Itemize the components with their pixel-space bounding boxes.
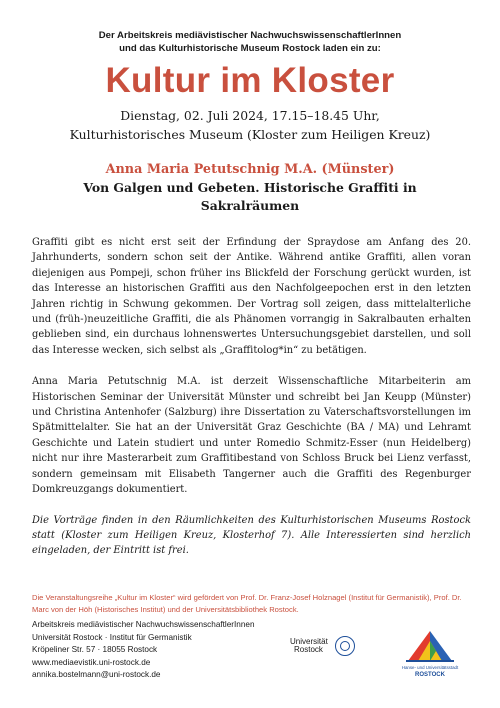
speaker-bio-paragraph: Anna Maria Petutschnig M.A. ist derzeit Wissenschaftliche Mitarbeiterin am Historischen Seminar der Universität Münster und schreibt bei Jan Keupp (Münster) und Christina Antenhofer (Salzburg) ihre Dissertation zu Vaterschaftsvorstellungen im Spätmittelalter. Sie hat an der Universität Graz Geschichte (BA / MA) und Lehramt Geschichte und Latein studiert und unter Romedio Schmitz-Esser (nun Heidelberg) nicht nur ihre Masterarbeit zum Graffitibestand von Schloss Bruck bei Lienz verfasst, sondern gemeinsam mit Elisabeth Tangerner auch die Graffiti des Regenburger Domkreuzgangs dokumentiert. <box>32 376 471 496</box>
university-rostock-logo <box>290 636 356 662</box>
event-venue: Kulturhistorisches Museum (Kloster zum Heiligen Kreuz) <box>69 127 431 142</box>
contact-footer <box>32 619 255 682</box>
sail-emblem-icon <box>400 627 460 665</box>
intro-line-2: und das Kulturhistorische Museum Rostock laden ein zu: <box>119 43 381 54</box>
footer-website[interactable]: www.mediaevistik.uni-rostock.de <box>32 657 151 667</box>
speaker-name: Anna Maria Petutschnig M.A. (Münster) <box>105 162 395 177</box>
intro-text <box>32 0 468 55</box>
university-seal-icon <box>335 636 355 656</box>
city-logo-tagline: Hanse- und Universitätsstadt <box>401 665 459 670</box>
uni-logo-line-1: Universität <box>290 637 328 646</box>
footer-email[interactable]: annika.bostelmann@uni-rostock.de <box>32 670 161 680</box>
footer-org: Arbeitskreis mediävistischer NachwuchswissenschaftlerInnen <box>32 620 255 629</box>
event-series-title: Kultur im Kloster <box>105 61 395 100</box>
footer-institute: Universität Rostock · Institut für Germanistik <box>32 632 192 642</box>
intro-line-1: Der Arbeitskreis mediävistischer NachwuchswissenschaftlerInnen <box>98 30 402 41</box>
event-date-venue <box>32 106 468 144</box>
uni-logo-line-2: Rostock <box>294 645 323 654</box>
footer-address: Kröpeliner Str. 57 · 18055 Rostock <box>32 645 158 655</box>
abstract-paragraph: Graffiti gibt es nicht erst seit der Erfindung der Spraydose am Anfang des 20. Jahrhunderts, sondern schon seit der Antike. Während antike Graffiti, allen voran diejenigen aus Pompeji, schon früher ins Blickfeld der Forschung gerückt wurden, ist das Interesse an historischen Graffiti aus den Nachfolgeepochen erst in den letzten Jahren richtig in Schwung gekommen. Der Vortrag soll zeigen, dass mittelalterliche und (früh-)neuzeitliche Graffiti, die als Phänomen vorrangig in Sakralbauten erhalten geblieben sind, ein durchaus lohnenswertes Untersuchungsgebiet darstellen, und soll das Interesse wecken, sich selbst als „Graffitolog*in“ zu betätigen. <box>32 237 471 356</box>
sponsor-note: Die Veranstaltungsreihe „Kultur im Kloster“ wird gefördert von Prof. Dr. Franz-Josef Holznagel (Institut für Germanistik), Prof. Dr. Marc von der Höh (Historisches Institut) und der Universitätsbibliothek Rostock. <box>32 592 462 615</box>
talk-title: Von Galgen und Gebeten. Historische Graffiti in Sakralräumen <box>83 180 417 213</box>
city-logo-name: ROSTOCK <box>415 672 445 678</box>
venue-note-paragraph: Die Vorträge finden in den Räumlichkeiten des Kulturhistorischen Museums Rostock statt (Kloster zum Heiligen Kreuz, Klosterhof 7). Alle Interessierten sind herzlich eingeladen, der Eintritt ist frei. <box>32 514 471 557</box>
city-rostock-logo <box>400 627 460 677</box>
event-date: Dienstag, 02. Juli 2024, 17.15–18.45 Uhr, <box>120 108 380 123</box>
